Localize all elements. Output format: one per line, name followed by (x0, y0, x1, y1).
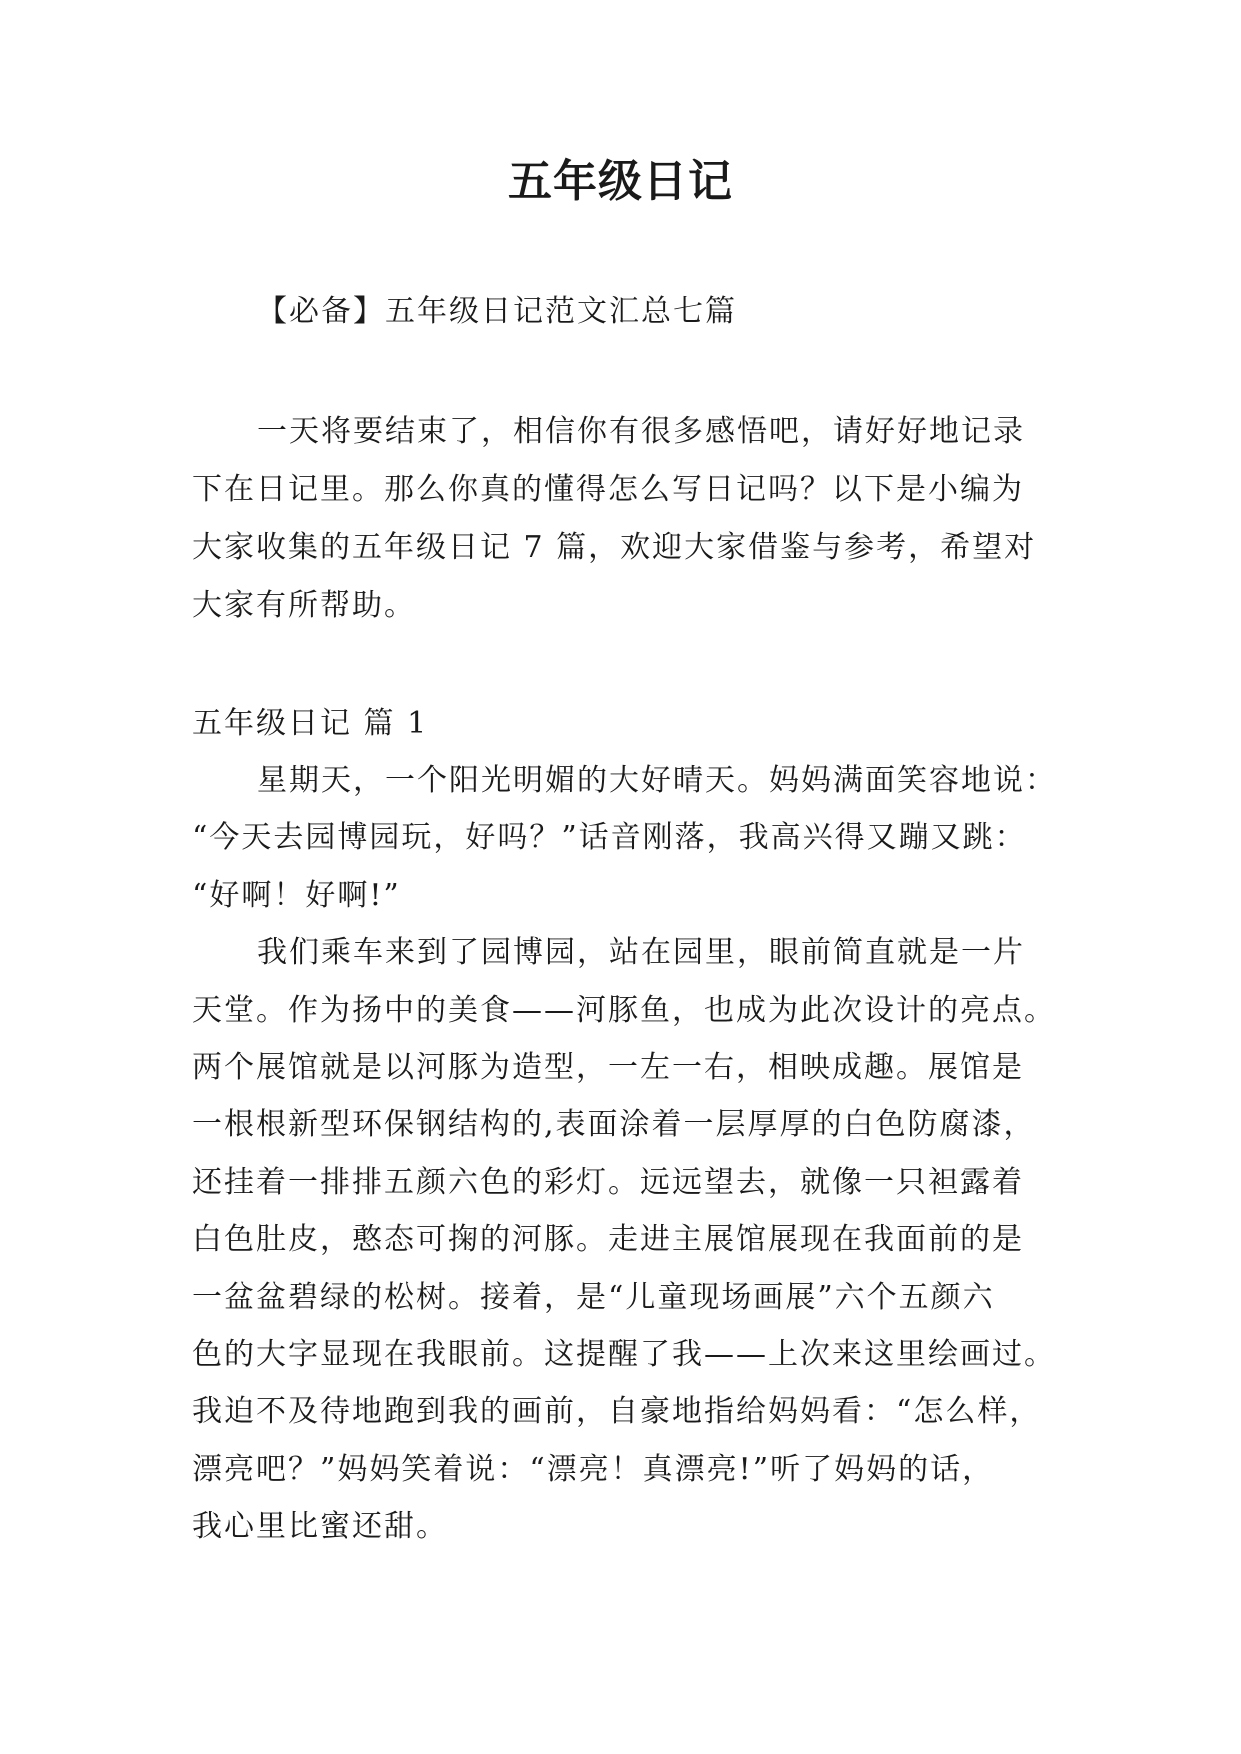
diary-line: “好啊！好啊!” (192, 877, 401, 913)
diary-line: 两个展馆就是以河豚为造型，一左一右，相映成趣。展馆是 (192, 1049, 1024, 1085)
diary-line: 色的大字显现在我眼前。这提醒了我——上次来这里绘画过。 (192, 1336, 1056, 1372)
diary-line: 我迫不及待地跑到我的画前，自豪地指给妈妈看：“怎么样， (192, 1394, 1042, 1430)
diary-body (192, 752, 1062, 1555)
diary-line: 白色肚皮，憨态可掬的河豚。走进主展馆展现在我面前的是 (192, 1222, 1024, 1258)
diary-line: 天堂。作为扬中的美食——河豚鱼，也成为此次设计的亮点。 (192, 992, 1056, 1028)
diary-line: 漂亮吧？”妈妈笑着说：“漂亮！真漂亮!”听了妈妈的话， (192, 1451, 995, 1487)
diary-line: 我们乘车来到了园博园，站在园里，眼前简直就是一片 (257, 935, 1025, 971)
intro-line: 大家收集的五年级日记 7 篇，欢迎大家借鉴与参考，希望对 (192, 530, 1037, 565)
diary-line: 星期天，一个阳光明媚的大好晴天。妈妈满面笑容地说： (257, 763, 1057, 798)
section-heading: 五年级日记 篇 1 (192, 706, 429, 741)
document-title: 五年级日记 (508, 156, 733, 207)
diary-line: 一盆盆碧绿的松树。接着，是“儿童现场画展”六个五颜六 (192, 1279, 995, 1315)
diary-line: 还挂着一排排五颜六色的彩灯。远远望去，就像一只袒露着 (192, 1164, 1024, 1200)
intro-paragraph (192, 403, 1062, 635)
intro-line: 下在日记里。那么你真的懂得怎么写日记吗？以下是小编为 (192, 472, 1024, 507)
intro-line: 一天将要结束了，相信你有很多感悟吧，请好好地记录 (257, 414, 1025, 449)
diary-line: 我心里比蜜还甜。 (192, 1509, 448, 1545)
diary-line: “今天去园博园玩，好吗？”话音刚落，我高兴得又蹦又跳： (192, 820, 1027, 856)
intro-line: 大家有所帮助。 (192, 588, 416, 623)
document-subtitle: 【必备】五年级日记范文汇总七篇 (257, 294, 737, 329)
diary-line: 一根根新型环保钢结构的,表面涂着一层厚厚的白色防腐漆， (192, 1107, 1036, 1143)
